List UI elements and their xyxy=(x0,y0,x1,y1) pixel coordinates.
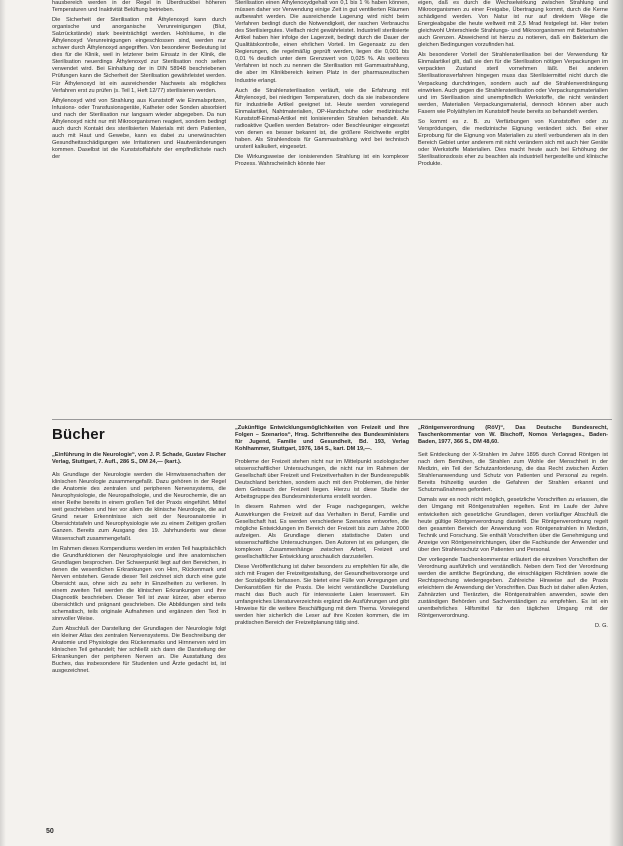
paragraph: eigen, daß es durch die Wechselwirkung zwischen Strahlung und Mikroorganismen zu einer Freigabe, Übertragung kommt, durch die Kerne schädigend werden. Von Natur ist nur auf direktem Wege die Energieabgabe die heute weltweit mit 2,5 Mrad festgelegt ist. Hier treten gleichwohl Unterschiede Strahlungs- und Mikroorganismen mit Betastrahlen auch Grenzen. Abweichend ist hierzu zu notieren, daß ein Bakterium die gleichen Bedingungen vorzufinden hat. xyxy=(418,0,608,49)
article-column-1 xyxy=(52,0,226,338)
paragraph: hausbereich werden in der Regel in Überdruckbei höheren Temperaturen und Inaktivität Belüftung betrieben. xyxy=(52,0,226,14)
paragraph: Äthylenoxyd wird von Strahlung aus Kunststoff wie Einmalspritzen, Infusions- oder Transfusionsgeräte, Katheter oder Sonden absorbiert und nach der Sterilisation nur langsam wieder abgegeben. Da nun Äthylenoxyd nicht nur mit Mikroorganismen reagiert, sondern bedingt auch durch Kontakt des sterilisierten Materials mit dem Patienten, auch mit Haut und Gewebe, kann es dabei zu unerwünschten Gesundheitsschädigungen wie Irritationen und Hautveränderungen kommen. Daselbst ist die Kunststoffabfuhr der empfindlichste nach der xyxy=(52,97,226,160)
reviewer-initials: D. G. xyxy=(594,623,608,630)
paragraph: Im Rahmen dieses Kompendiums werden im ersten Teil hauptsächlich die Grundfunktionen der Neurophysiologie und ihre anatomischen Grundlagen besprochen. Der Schwerpunkt liegt auf den Bereichen, in denen die wesentlichen Erkrankungen von Hirn, Rückenmark und Nerven entstehen. Gerade dieser Teil zeichnet sich durch eine gute Übersicht aus, ohne sich zu sehr in Einzelheiten zu verlieren. In einem zweiten Teil werden die klinischen Erkrankungen und ihre Diagnostik beschrieben. Dieser Teil ist zwar kürzer, aber ebenso übersichtlich und prägnant geschrieben. Die Abbildungen sind teils schematisch, teils originale Aufnahmen und ergänzen den Text in sinnvoller Weise. xyxy=(52,545,226,623)
scan-edge-right xyxy=(609,0,623,846)
review-title: „Röntgenverordnung (RöV)“, Das Deutsche Bundesrecht, Taschenkommentar von W. Bischoff, Nomos Verlagsges., Baden-Baden, 1977, 366 S., DM 48,60. xyxy=(418,425,608,446)
section-divider xyxy=(52,419,612,420)
paragraph: Diese Veröffentlichung ist daher besonders zu empfehlen für alle, die sich mit Fragen der Freizeitgestaltung, der Gesundheitsvorsorge und der Sozialpolitik befassen. Sie bietet eine Fülle von Anregungen und Denkanstößen für die Praxis. Die leicht verständliche Darstellung macht das Buch auch für interessierte Laien lesenswert. Ein umfangreiches Literaturverzeichnis ergänzt die Ausführungen und gibt Hinweise für die weitere Beschäftigung mit dem Thema. Vorwiegend werden hier sicherlich die Leser auf ihre Kosten kommen, die im praktischen Bereich der Freizeitplanung tätig sind. xyxy=(235,563,409,627)
paragraph: Sterilisation einen Äthylenoxydgehalt von 0,1 bis 1 % haben können, müssen daher vor Verwendung einige Zeit in gut ventilierten Räumen aufbewahrt werden. Die ausreichende Lagerung wird nicht beim Verfahren bedingt durch die Notwendigkeit, der raschen Verbrauchs des Sterilisiergutes. Vielfach nicht gewährleistet. Industriell sterilisierte Artikel haben hier infolge der Lagerzeit, bedingt durch die Dauer der Qualitätskontrolle, einen ehrlichen Vorteil. Im Gegensatz zu den Regierungen, die regelmäßig geprüft werden, liegen die 0,001 bis 0,01 % deutlich unter dem Grenzwert von 0,025 %. Als weiteres Verfahren ist noch zu nennen die Sterilisation mit Gammastrahlung, die aber im Klinikbereich keinen Platz in der pharmazeutischen Industrie erlangt. xyxy=(235,0,409,84)
review-column-3 xyxy=(418,425,608,820)
paragraph: Als besonderer Vorteil der Strahlensterilisation bei der Verwendung für Einmalartikel gilt, daß sie den für die Sterilisation nötigen Verpackungen im verpackten Zustand steril vornehmen läßt. Bei anderen Sterilisationsverfahren hingegen muss das Sterilisiermittel nicht durch die Verpackung durchdringen, sondern auch auf die Strahlenverdrängung einwirken. Auch gegen die Strahlensterilisation oder Verpackungsmaterialien und im Sterilisation sind unempfindlich Werkstoffe, die nicht verändert werden, Materialien Verpackungsmaterial, dennoch können aber auch Fasern wie Polyäthylen im Kunststoff heute bereits so behandelt werden. xyxy=(418,52,608,115)
scan-edge-left xyxy=(0,0,6,846)
article-column-2 xyxy=(235,0,409,338)
paragraph: Als Grundlage der Neurologie werden die Hirnwissenschaften der klinischen Neurologie zusammengefaßt. Dazu gehören in der Regel die Anatomie des zentralen und peripheren Nervensystems, die Neurophysiologie, die Neuropathologie, und die Neurochemie, die an einer Reihe bereits in einem großen Teil der Praxis eingeführt. Mittel weit geschrieben und hier vor allem die klinische Neurologie, die auf Grund neuer Erkenntnisse sich seit der Neuroanatomie in Übersichtstafeln und Neurophysiologie wie zu einem Zeitigen großen Ganzen. Bereits zum Ausgang des 19. Jahrhunderts war diese Wissenschaft zusammengefaßt. xyxy=(52,472,226,542)
page-number: 50 xyxy=(46,828,54,835)
paragraph: Zum Abschluß der Darstellung der Grundlagen der Neurologie folgt ein kleiner Atlas des zentralen Nervensystems. Die Beschreibung der Anatomie und Physiologie des Rückenmarks und Hirnnerven wird im klinischen Teil gehandelt; hier schließt sich dann die Darstellung der Erkrankungen der peripheren Nerven an. Die Ausstattung des Buches, das insbesondere für Studenten und Ärzte gedacht ist, ist ausgezeichnet. xyxy=(52,626,226,675)
article-column-3 xyxy=(418,0,608,338)
paragraph: In diesem Rahmen wird der Frage nachgegangen, welche Auswirkungen die Freizeit auf das Verhalten in Beruf, Familie und Gesellschaft hat. Es werden verschiedene Szenarios entworfen, die mögliche Entwicklungen im Bereich der Freizeit bis zum Jahre 2000 aufzeigen. Als Grundlage dienen statistische Daten und wissenschaftliche Untersuchungen. Den Autoren ist es gelungen, die komplexen Zusammenhänge zwischen Arbeit, Freizeit und gesellschaftlicher Entwicklung anschaulich darzustellen. xyxy=(235,504,409,560)
paragraph: Die Sicherheit der Sterilisation mit Äthylenoxyd kann durch organische und anorganische Verunreinigungen (Blut, Salzrückstände) stark beeinträchtigt werden. Hohlräume, in die Äthylenoxyd Verunreinigungen eingeschlossen sind, werden nur schwer durch Äthylenoxyd angegriffen. Von besonderer Bedeutung ist dies für die Klinik, weil in letzterer beim Einsatz in der Klinik, die Sterilisation neuerdings Äthylenoxyd zur Sterilisation noch selten verwendet wird. Bei Einhaltung der in DIN 58948 beschriebenen Prüfungen kann die Sicherheit der Sterilisation gewährleistet werden. Für Äthylenoxyd ist ein ausreichender Nachweis als mögliches Verfahren erst zu prüfen (s. Teil 1, Heft 12/77) sterilisieren werden. xyxy=(52,17,226,94)
paragraph: Damals war es noch nicht möglich, gesetzliche Vorschriften zu erlassen, die den Umgang mit Röntgenstrahlen regelten. Erst im Laufe der Jahre entwickelten sich gesetzliche Grundlagen, deren vorläufiger Abschluß die heute gültige Röntgenverordnung darstellt. Die Röntgenverordnung regelt den gesamten Bereich der Anwendung von Röntgenstrahlen in Medizin, Technik und Forschung. Sie enthält Vorschriften über die Genehmigung und Anzeige von Röntgeneinrichtungen, über die Fachkunde der Anwender und über den Strahlenschutz von Patienten und Personal. xyxy=(418,497,608,553)
paragraph: Die Wirkungsweise der ionisierenden Strahlung ist ein komplexer Prozess. Wahrscheinlich könnte hier xyxy=(235,153,409,168)
review-column-2 xyxy=(235,425,409,820)
paragraph: Seit Entdeckung der X-Strahlen im Jahre 1895 durch Conrad Röntgen ist nach dem Bemühen, die Strahlen zum Wohle der Menschheit in der Medizin, ein Teil der Schutzanforderung, die das Recht zwischen Ärzten Strahlenanwendung und Schutz von Patienten und Personal zu regeln. Bereits frühzeitig wurden die Gefahren der Strahlen erkannt und Schutzmaßnahmen gefordert. xyxy=(418,452,608,494)
review-title: „Zukünftige Entwicklungsmöglichkeiten von Freizeit und ihre Folgen – Szenarios“, Hrsg. Schriftenreihe des Bundesministers für Jugend, Familie und Gesundheit, Bd. 193, Verlag Kohlhammer, Stuttgart, 1976, 184 S., kart. DM 19,—. xyxy=(235,425,409,453)
paragraph: Probleme der Freizeit stehen nicht nur im Mittelpunkt soziologischer wissenschaftlicher Untersuchungen, die nicht nur im Rahmen der Gesellschaft über Freizeit und Freizeitverhalten in der Bundesrepublik Deutschland berichten, sondern auch mit den Problemen, die hinter dem Gebrauch der Freizeit liegen. Hierzu ist diese Studie der Arbeitsgruppe des Bundesministeriums erstellt worden. xyxy=(235,459,409,501)
review-title: „Einführung in die Neurologie“, von J. P. Schade, Gustav Fischer Verlag, Stuttgart, 7. Aufl., 286 S., DM 24,— (kart.). xyxy=(52,452,226,466)
review-column-1 xyxy=(52,452,226,822)
paragraph: Der vorliegende Taschenkommentar erläutert die einzelnen Vorschriften der Verordnung ausführlich und verständlich. Neben dem Text der Verordnung werden die amtliche Begründung, die einschlägigen Richtlinien sowie die Rechtsprechung wiedergegeben. Zahlreiche Hinweise auf die Praxis erleichtern die Anwendung der Vorschriften. Das Buch ist daher allen Ärzten, Zahnärzten und Tierärzten, die Röntgenstrahlen anwenden, sowie den zuständigen Behörden und Sachverständigen zu empfehlen. Es ist ein unentbehrliches Hilfsmittel für den täglichen Umgang mit der Röntgenverordnung. xyxy=(418,556,608,620)
section-heading: Bücher xyxy=(52,426,105,443)
paragraph: So kommt es z. B. zu Verfärbungen von Kunststoffen oder zu Versprödungen, die medizinische Eignung verändert sich. Bei einer Erprobung für die Eignung von Materialien zu steril verbundenen als in den Bereich Gebiet unter anderem mit nicht verändern sich mit auch hier Geräte oder Werkstoffe Materialien. Dies macht heute auch bei Erhöhung der Sterilisationsdosis eher zu beachten als industriell hergestellte und klinische Produkte. xyxy=(418,118,608,168)
paragraph: Auch die Strahlensterilisation verläuft, wie die Erfahrung mit Äthylenoxyd, bei niedrigen Temperaturen, doch da sie insbesondere für industrielle Artikel geeignet ist. Heute werden vorwiegend Einmalartikel, Nahtmaterialien, OP-Handschuhe oder medizinische Kunststoff-Einmal-Artikel mit Ionisierenden Strahlen behandelt. Als radioaktive Quellen werden Betatron- oder Beschleuniger eingesetzt von denen es besser bekannt ist, die größere Reichweite ergibt haben. Als Strahlendosis für Gammastrahlung wird bei technisch unsteril kalkuliert, eingesetzt. xyxy=(235,87,409,150)
